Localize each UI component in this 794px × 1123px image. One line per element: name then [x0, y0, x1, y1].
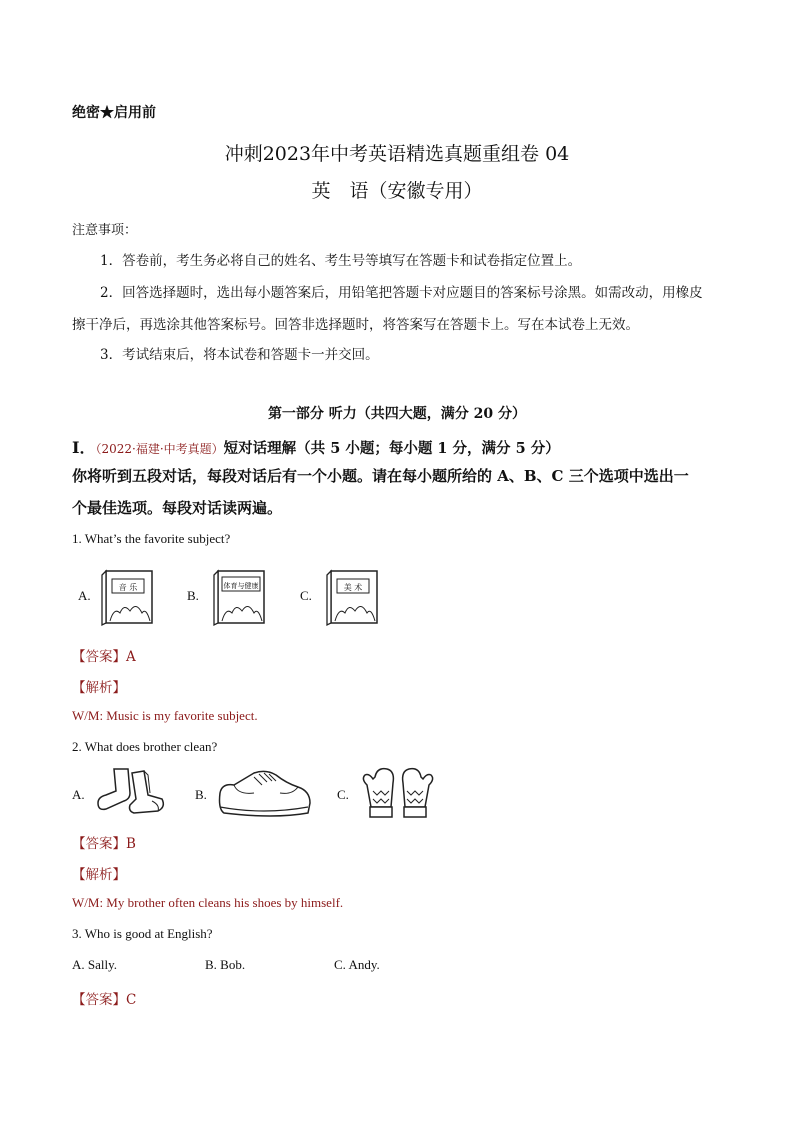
shoe-icon: [214, 763, 314, 821]
q3-option-a: A. Sally.: [72, 957, 118, 972]
q1-option-b-image: [210, 567, 268, 631]
section-instruction-line-2: 个最佳选项。每段对话读两遍。: [72, 499, 283, 517]
question-1-answer: 【答案】A: [72, 649, 136, 665]
section-1-heading: [72, 435, 560, 458]
q2-option-a-image: [92, 765, 168, 823]
secret-label: 绝密★启用前: [72, 105, 156, 121]
question-2-answer: 【答案】B: [72, 836, 136, 852]
section-numeral: Ⅰ．: [72, 438, 96, 457]
notice-item-3: 3．考试结束后，将本试卷和答题卡一并交回。: [100, 347, 379, 363]
q1-option-a-letter: A.: [78, 588, 91, 603]
q1-option-a-image: [98, 567, 156, 631]
notice-heading: 注意事项：: [72, 223, 138, 238]
q3-option-c: C. Andy.: [334, 957, 380, 972]
notice-item-2-line-2: 擦干净后，再选涂其他答案标号。回答非选择题时，将答案写在答题卡上。写在本试卷上无效。: [72, 317, 639, 333]
question-2-analysis-label: 【解析】: [72, 867, 126, 883]
q2-option-c-letter: C.: [337, 787, 349, 802]
part-1-heading: 第一部分 听力（共四大题，满分 20 分）: [267, 406, 527, 422]
q2-option-b-image: [214, 763, 314, 825]
q1-option-c-image: [323, 567, 381, 631]
q3-option-b: B. Bob.: [205, 957, 246, 972]
sock-icon: [92, 765, 168, 819]
notice-item-1: 1．答卷前，考生务必将自己的姓名、考生号等填写在答题卡和试卷指定位置上。: [100, 253, 582, 269]
mittens-icon: [357, 765, 439, 821]
question-2-script: W/M: My brother often cleans his shoes by himself.: [72, 895, 344, 910]
question-3-answer: 【答案】C: [72, 992, 137, 1008]
book-icon: [98, 567, 156, 627]
question-1-script: W/M: Music is my favorite subject.: [72, 708, 258, 723]
section-instruction-line-1: 你将听到五段对话，每段对话后有一个小题。请在每小题所给的 A、B、C 三个选项中选出一: [72, 467, 689, 485]
q1-option-a-label: 音 乐: [118, 583, 138, 592]
page-title: 冲刺2023年中考英语精选真题重组卷 04: [224, 143, 570, 165]
q2-option-b-letter: B.: [195, 787, 207, 802]
section-title: 短对话理解（共 5 小题；每小题 1 分，满分 5 分）: [223, 440, 560, 457]
question-2-text: 2. What does brother clean?: [72, 739, 218, 754]
q2-option-a-letter: A.: [72, 787, 85, 802]
question-3-text: 3. Who is good at English?: [72, 926, 213, 941]
book-icon: [323, 567, 381, 627]
q1-option-b-letter: B.: [187, 588, 199, 603]
q1-option-b-label: 体育与健康: [223, 582, 259, 590]
q2-option-c-image: [357, 765, 439, 825]
question-1-text: 1. What’s the favorite subject?: [72, 531, 231, 546]
section-source: （2022·福建·中考真题）: [95, 442, 224, 456]
q1-option-c-letter: C.: [300, 588, 312, 603]
question-1-analysis-label: 【解析】: [72, 680, 126, 696]
page-subtitle: 英 语（安徽专用）: [311, 180, 483, 202]
q1-option-c-label: 美 术: [343, 583, 363, 592]
book-icon: [210, 567, 268, 627]
notice-item-2-line-1: 2．回答选择题时，选出每小题答案后，用铅笔把答题卡对应题目的答案标号涂黑。如需改动，用橡皮: [100, 285, 703, 301]
